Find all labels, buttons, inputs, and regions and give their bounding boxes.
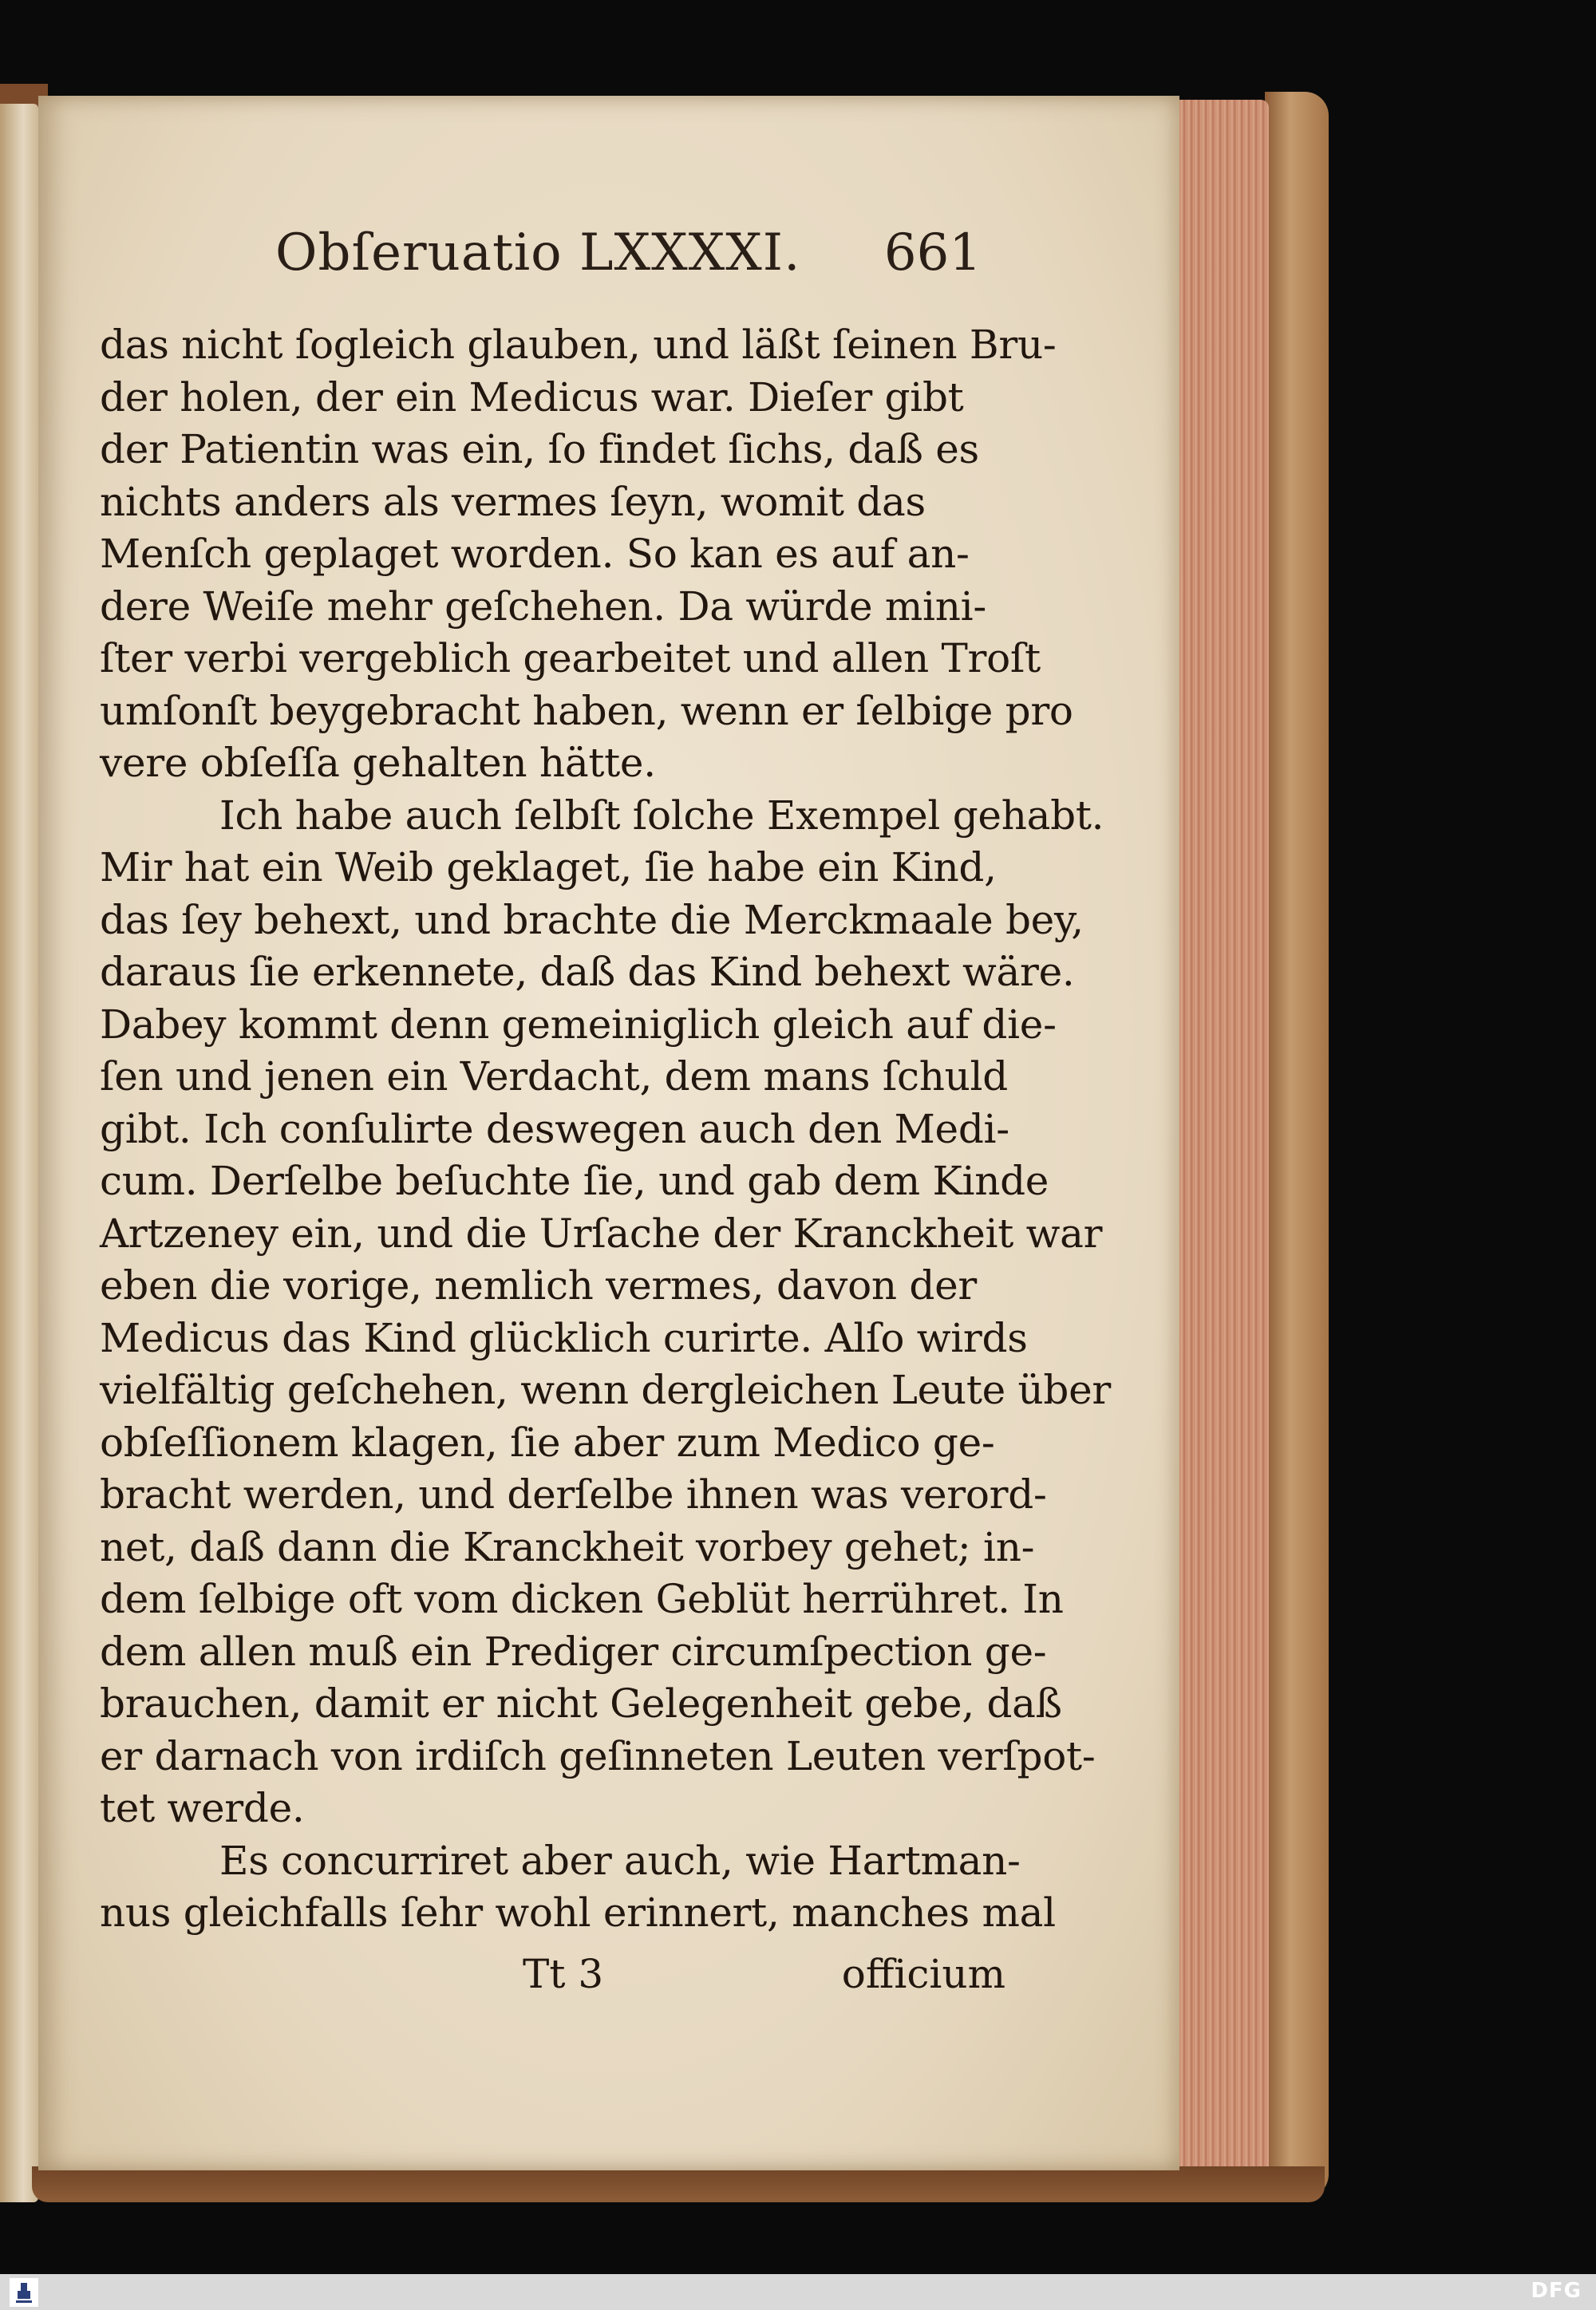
text-line: brauchen, damit er nicht Gelegenheit gebe, daß [100, 1680, 1062, 1727]
library-logo-icon [10, 2278, 38, 2307]
text-line: Mir hat ein Weib geklaget, ſie habe ein Kind, [100, 844, 997, 890]
text-line: das nicht ſogleich glauben, und läßt ſeinen Bru- [100, 322, 1057, 368]
signature-mark: Tt 3 [523, 1951, 604, 1997]
page-block-edges [1165, 100, 1269, 2174]
text-line: tet werde. [100, 1785, 305, 1831]
text-line: Dabey kommt denn gemeiniglich gleich auf die- [100, 1001, 1057, 1048]
text-line: eben die vorige, nemlich vermes, davon der [100, 1262, 978, 1309]
text-line: vere obſeſſa gehalten hätte. [100, 740, 656, 786]
text-line: Es concurriret aber auch, wie Hartman- [219, 1837, 1021, 1884]
text-line: ſter verbi vergeblich gearbeitet und allen Troſt [100, 635, 1041, 681]
facing-page-edge [0, 104, 38, 2202]
text-line: Menſch geplaget worden. So kan es auf an- [100, 531, 970, 577]
text-line: gibt. Ich conſulirte deswegen auch den Medi- [100, 1105, 1009, 1152]
book-cover-right-edge [1265, 92, 1329, 2198]
text-line: dem ſelbige oft vom dicken Geblüt herrühret. In [100, 1576, 1064, 1622]
text-line: Artzeney ein, und die Urſache der Kranckheit war [100, 1210, 1103, 1257]
text-line: dere Weiſe mehr geſchehen. Da würde mini- [100, 582, 986, 630]
text-line: vielfältig geſchehen, wenn dergleichen Leute über [100, 1367, 1112, 1413]
page-number: 661 [883, 223, 982, 282]
catchword: officium [841, 1951, 1005, 1997]
text-line: dem allen muß ein Prediger circumſpection ge- [100, 1628, 1047, 1675]
text-line: net, daß dann die Kranckheit vorbey gehet; in- [100, 1523, 1035, 1570]
text-line: Medicus das Kind glücklich curirte. Alſo wirds [100, 1314, 1028, 1361]
text-line: umſonſt beygebracht haben, wenn er ſelbige pro [100, 687, 1073, 734]
text-line: nus gleichfalls ſehr wohl erinnert, manches mal [100, 1889, 1056, 1936]
text-line: cum. Derſelbe beſuchte ſie, und gab dem Kinde [100, 1158, 1049, 1204]
text-line: Ich habe auch ſelbſt ſolche Exempel gehabt. [219, 792, 1104, 839]
text-line: der holen, der ein Medicus war. Dieſer gibt [100, 373, 964, 421]
running-title: Obſeruatio LXXXXI. [275, 223, 801, 282]
dfg-logo: DFG [1531, 2279, 1582, 2303]
text-line: daraus ſie erkennete, daß das Kind behext wäre. [100, 949, 1075, 995]
text-line: das ſey behext, und brachte die Merckmaale bey, [100, 896, 1084, 943]
text-line: der Patientin was ein, ſo findet ſichs, daß es [100, 426, 979, 472]
body-text [100, 319, 1112, 1940]
book-cover-bottom-edge [32, 2166, 1325, 2202]
page-footer [100, 1951, 1005, 2003]
viewer-bottom-bar [0, 2274, 1596, 2310]
text-line: bracht werden, und derſelbe ihnen was verord- [100, 1471, 1047, 1518]
text-line: ſen und jenen ein Verdacht, dem mans ſchuld [100, 1053, 1008, 1100]
page-header [275, 223, 994, 295]
text-line: er darnach von irdiſch geſinneten Leuten verſpot- [100, 1732, 1096, 1779]
text-line: nichts anders als vermes ſeyn, womit das [100, 478, 926, 525]
text-line: obſeſſionem klagen, ſie aber zum Medico ge- [100, 1419, 995, 1466]
